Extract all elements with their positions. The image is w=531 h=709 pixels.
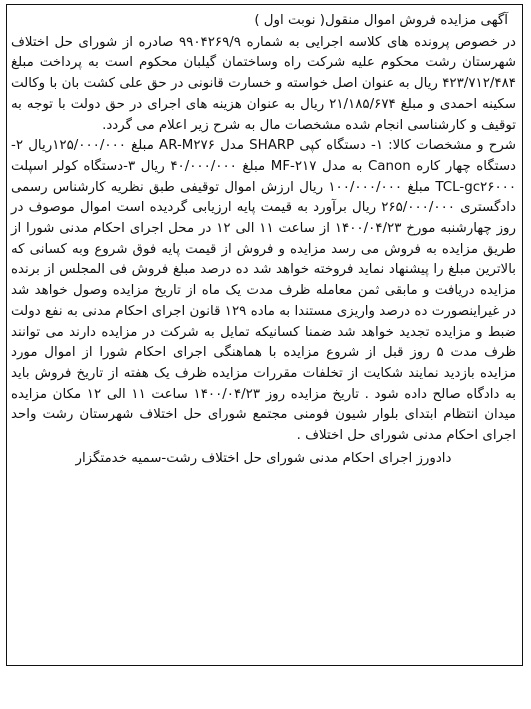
notice-paragraph-items: شرح و مشخصات کالا: ۱- دستگاه کپی SHARP مدل AR-M۲۷۶ مبلغ ۱۲۵/۰۰۰/۰۰۰ریال ۲-دستگاه چهار کاره Canon به مدل MF-۲۱۷ مبلغ ۴۰/۰۰۰/۰۰۰ ریال ۳-دستگاه کولر اسپلت TCL-gc۲۶۰۰۰ مبلغ ۱۰۰/۰۰۰/۰۰۰ ریال ارزش اموال توقیفی طبق نظریه کارشناس رسمی دادگستری ۲۶۵/۰۰۰/۰۰۰ ریال برآورد به قیمت پایه ارزیابی گردیده است اموال موصوف در روز چهارشنبه مورخ ۱۴۰۰/۰۴/۲۳ از ساعت ۱۱ الی ۱۲ در محل اجرای احکام مدنی شورا از طریق مزایده به فروش می رسد مزایده و فروش از قیمت پایه فوق شروع وبه کسانی که بالاترین مبلغ را پیشنهاد نماید فروخته خواهد شد ده درصد مبلغ فروش فی المجلس از برنده مزایده دریافت و مابقی ثمن معامله ظرف مدت یک ماه از تاریخ مزایده وصول خواهد شد در غیراینصورت ده درصد واریزی مستندا به ماده ۱۲۹ قانون اجرای احکام مدنی به نفع دولت ضبط و مزایده تجدید خواهد شد ضمنا کسانیکه تمایل به شرکت در مزایده دارند می توانند ظرف مدت ۵ روز قبل از شروع مزایده با هماهنگی اجرای احکام شورا از اموال مورد مزایده بازدید نمایند شکایت از تخلفات مقررات مزایده ظرف یک هفته از تاریخ فروش باید به دادگاه صالح داده شود . تاریخ مزایده روز ۱۴۰۰/۰۴/۲۳ ساعت ۱۱ الی ۱۲ مکان مزایده میدان انتظام ابتدای بلوار شیون فومنی مجتمع شورای حل اختلاف شهرستان رشت واحد اجرای احکام مدنی شورای حل اختلاف . — [11, 138, 517, 444]
notice-paragraph-case: در خصوص پرونده های کلاسه اجرایی به شماره ۹۹۰۴۲۶۹/۹ صادره از شورای حل اختلاف شهرستان رشت محکوم علیه شرکت راه وساختمان گیلبان محکوم است به پرداخت مبلغ ۴۲۳/۷۱۲/۴۸۴ ریال به عنوان اصل خواسته و خسارت قانونی در حق علی کشت بان با وکالت سکینه احمدی و مبلغ ۲۱/۱۸۵/۶۷۴ ریال به عنوان هزینه های اجرای در حق دولت با توجه به توقیف و کارشناسی انجام شده مشخصات مال به شرح زیر اعلام می گردد. — [11, 34, 516, 133]
notice-frame — [6, 4, 523, 666]
notice-title: آگهی مزایده فروش اموال منقول( نوبت اول ) — [254, 13, 508, 28]
notice-signature: دادورز اجرای احکام مدنی شورای حل اختلاف رشت-سمیه خدمتگزار — [75, 450, 452, 466]
auction-notice — [11, 11, 516, 661]
notice-body — [11, 33, 516, 447]
